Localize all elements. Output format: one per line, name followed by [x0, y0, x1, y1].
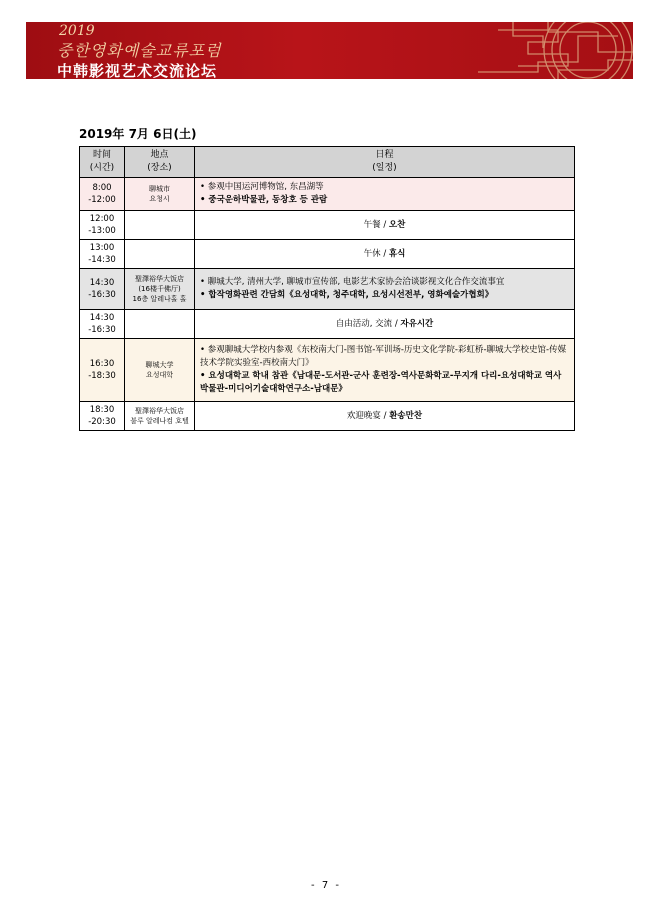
schedule-cell: • 聊城大学, 清州大学, 聊城市宣传部, 电影艺术家协会洽谈影视文化合作交流事宜 • 합작영화관련 간담회《요성대학, 청주대학, 요성시선전부, 영화예술가협회》	[195, 269, 575, 310]
header-place: 地点 (장소)	[125, 147, 195, 178]
time-cell: 16:30 -18:30	[80, 339, 125, 402]
table-row	[80, 402, 575, 431]
table-row	[80, 240, 575, 269]
banner-year: 2019	[59, 23, 95, 39]
schedule-table	[79, 146, 575, 431]
place-cell	[125, 211, 195, 240]
table-row	[80, 178, 575, 211]
schedule-cell: 午餐 / 오찬	[195, 211, 575, 240]
schedule-cell: • 参观中国运河博物馆, 东昌湖等 • 중국운하박물관, 동창호 등 관람	[195, 178, 575, 211]
banner-title-chinese: 中韩影视艺术交流论坛	[57, 62, 218, 79]
time-cell: 14:30 -16:30	[80, 269, 125, 310]
table-row	[80, 310, 575, 339]
time-cell: 18:30 -20:30	[80, 402, 125, 431]
schedule-cell: • 参观聊城大学校内参观《东校南大门-图书馆-军训场-历史文化学院-彩虹桥-聊城大学校史馆-传媒技术学院实验室-西校南大门》 • 요성대학교 학내 참관《남대문-도서관-군사 훈련장-역사문화학교-무지개 다리-요성대학교 역사박물관-미디어기술대학연구소-남대문》	[195, 339, 575, 402]
place-cell: 聊城大学 요성대학	[125, 339, 195, 402]
place-cell: 聖澤裕华大饭店 (16楼千佛厅) 16층 알레나홀 홀	[125, 269, 195, 310]
schedule-date-title: 2019年 7月 6日(土)	[79, 127, 197, 141]
header-schedule: 日程 (일정)	[195, 147, 575, 178]
schedule-cell: 欢迎晚宴 / 환송만찬	[195, 402, 575, 431]
table-row	[80, 269, 575, 310]
place-cell: 聊城市 요청시	[125, 178, 195, 211]
time-cell: 12:00 -13:00	[80, 211, 125, 240]
schedule-cell: 自由活动, 交流 / 자유시간	[195, 310, 575, 339]
table-row	[80, 339, 575, 402]
time-cell: 14:30 -16:30	[80, 310, 125, 339]
place-cell	[125, 240, 195, 269]
banner-title-korean: 중한영화예술교류포럼	[57, 41, 222, 60]
table-row	[80, 211, 575, 240]
place-cell: 聖澤裕华大饭店 불루 알레나컴 호텔	[125, 402, 195, 431]
header-banner	[26, 22, 633, 79]
header-time: 时间 (시간)	[80, 147, 125, 178]
lattice-pattern-decoration	[458, 22, 633, 79]
place-cell	[125, 310, 195, 339]
table-header-row	[80, 147, 575, 178]
time-cell: 13:00 -14:30	[80, 240, 125, 269]
page-number: - 7 -	[311, 880, 341, 891]
time-cell: 8:00 -12:00	[80, 178, 125, 211]
schedule-cell: 午休 / 휴식	[195, 240, 575, 269]
